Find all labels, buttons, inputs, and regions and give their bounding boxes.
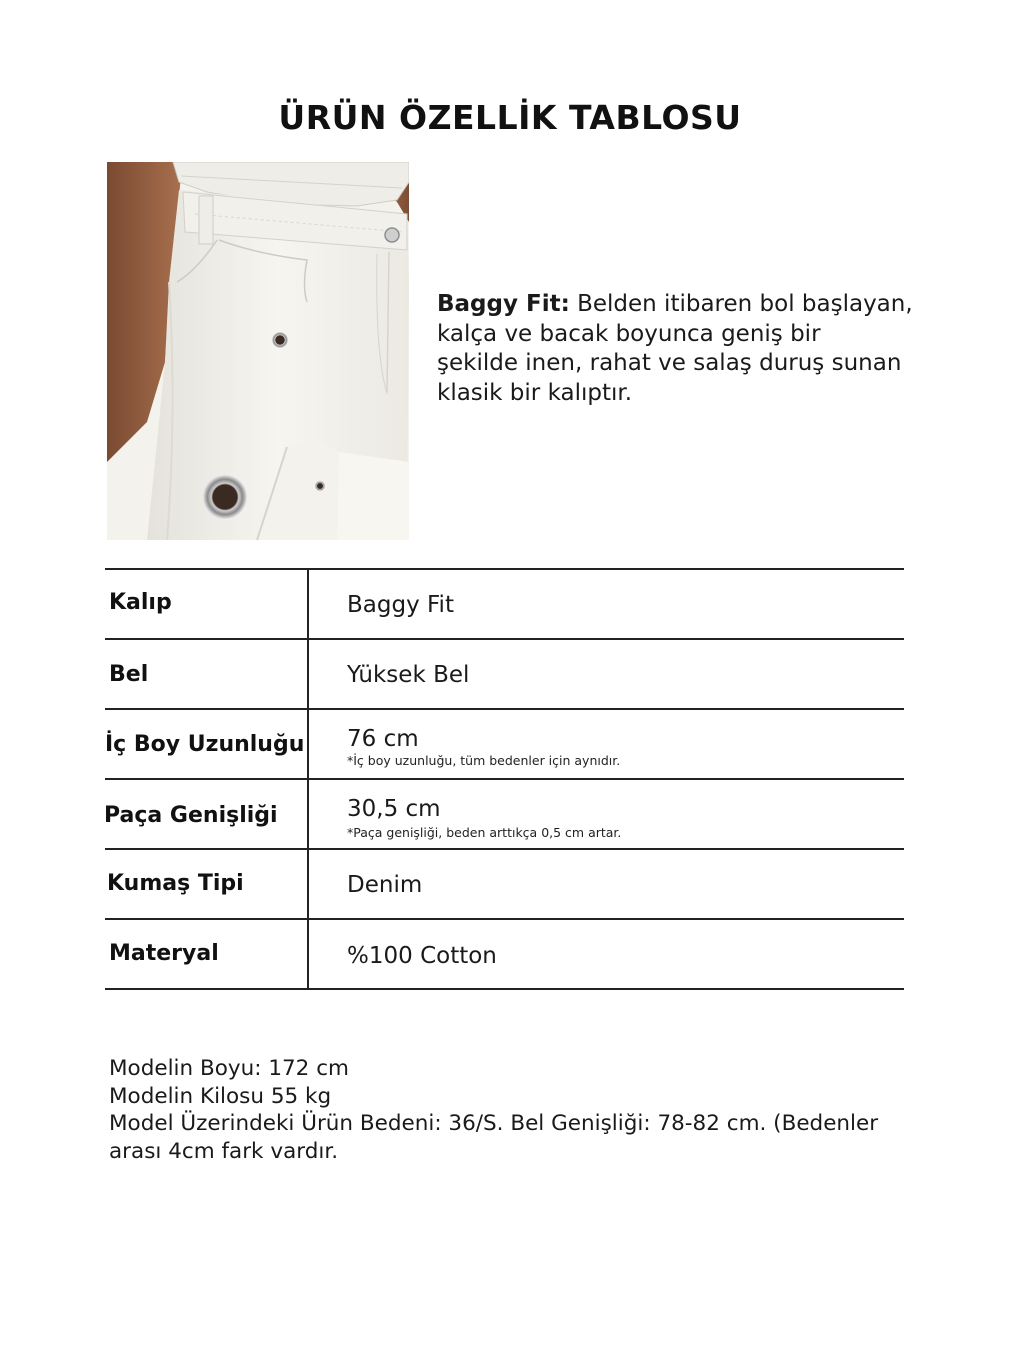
- table-divider: [105, 708, 904, 710]
- table-column-divider: [307, 568, 309, 990]
- fit-description-line: kalça ve bacak boyunca geniş bir: [437, 320, 821, 347]
- spec-note-ic-boy: *İç boy uzunluğu, tüm bedenler için aynıdır.: [347, 753, 621, 768]
- spec-label-bel: Bel: [109, 662, 149, 687]
- table-divider: [105, 778, 904, 780]
- spec-label-kumas: Kumaş Tipi: [107, 871, 244, 896]
- spec-value-kalip: Baggy Fit: [347, 592, 454, 618]
- model-size: Model Üzerindeki Ürün Bedeni: 36/S. Bel Genişliği: 78-82 cm. (Bedenler: [109, 1111, 879, 1136]
- spec-note-paca: *Paça genişliği, beden arttıkça 0,5 cm artar.: [347, 825, 622, 840]
- spec-table: [105, 568, 904, 990]
- table-divider: [105, 918, 904, 920]
- product-image: [107, 162, 409, 540]
- spec-label-paca: Paça Genişliği: [104, 803, 278, 828]
- table-divider: [105, 848, 904, 850]
- table-divider: [105, 568, 904, 570]
- spec-label-kalip: Kalıp: [109, 590, 172, 615]
- fit-description-heading: Baggy Fit:: [437, 291, 570, 317]
- model-info: [109, 1055, 909, 1165]
- model-size-note: arası 4cm fark vardır.: [109, 1138, 339, 1164]
- spec-value-bel: Yüksek Bel: [347, 662, 470, 688]
- model-height: Modelin Boyu: 172 cm: [109, 1056, 349, 1081]
- fit-description-line: Belden itibaren bol başlayan,: [569, 291, 913, 317]
- table-divider: [105, 638, 904, 640]
- spec-label-ic-boy: İç Boy Uzunluğu: [105, 732, 305, 757]
- spec-label-materyal: Materyal: [109, 941, 219, 966]
- spec-value-materyal: %100 Cotton: [347, 943, 497, 969]
- spec-value-paca: 30,5 cm: [347, 796, 441, 822]
- fit-description: [437, 290, 917, 408]
- table-divider: [105, 988, 904, 990]
- spec-value-kumas: Denim: [347, 872, 423, 898]
- fit-description-line: klasik bir kalıptır.: [437, 379, 633, 406]
- model-weight: Modelin Kilosu 55 kg: [109, 1083, 332, 1109]
- fit-description-line: şekilde inen, rahat ve salaş duruş sunan: [437, 350, 902, 376]
- spec-value-ic-boy: 76 cm: [347, 726, 419, 752]
- page-title: ÜRÜN ÖZELLİK TABLOSU: [278, 98, 742, 137]
